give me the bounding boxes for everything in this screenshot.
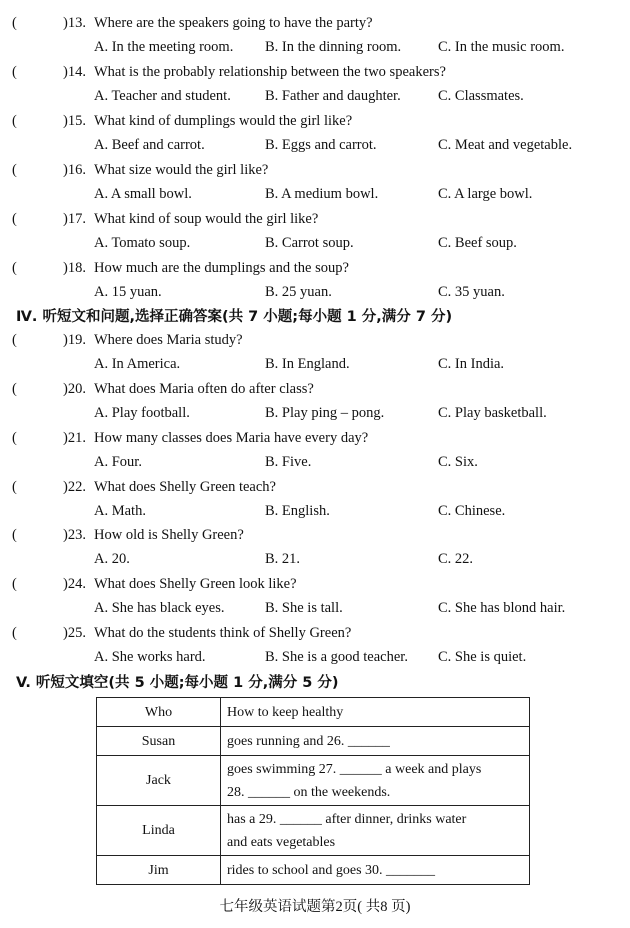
question-number: )17. <box>63 211 86 227</box>
option-b[interactable]: B. She is tall. <box>265 600 343 616</box>
question-number: )15. <box>63 113 86 129</box>
blank-26[interactable]: goes running and 26. ______ <box>227 733 390 749</box>
table-cell-how <box>221 756 530 806</box>
question-line <box>0 476 630 498</box>
question-item <box>0 110 630 159</box>
table-cell-how <box>221 806 530 856</box>
answer-paren-open[interactable]: ( <box>12 211 17 227</box>
answer-paren-open[interactable]: ( <box>12 332 17 348</box>
question-text: How much are the dumplings and the soup? <box>94 260 349 276</box>
option-c[interactable]: C. 22. <box>438 551 474 567</box>
answer-paren-open[interactable]: ( <box>12 527 17 543</box>
fill-in-table <box>96 697 530 885</box>
question-line <box>0 159 630 181</box>
option-c[interactable]: C. In the music room. <box>438 39 565 55</box>
question-text: What kind of soup would the girl like? <box>94 211 319 227</box>
question-text: What kind of dumplings would the girl like? <box>94 113 353 129</box>
option-c[interactable]: C. Beef soup. <box>438 235 517 251</box>
option-b[interactable]: B. In the dinning room. <box>265 39 402 55</box>
option-b[interactable]: B. She is a good teacher. <box>265 649 408 665</box>
answer-paren-open[interactable]: ( <box>12 15 17 31</box>
question-item <box>0 622 630 671</box>
question-text: Where does Maria study? <box>94 332 243 348</box>
option-a[interactable]: A. Play football. <box>94 405 190 421</box>
option-c[interactable]: C. 35 yuan. <box>438 284 505 300</box>
question-item <box>0 208 630 257</box>
option-a[interactable]: A. In America. <box>94 356 181 372</box>
section-v-heading: V. 听短文填空(共 5 小题;每小题 1 分,满分 5 分) <box>16 675 339 691</box>
options-line <box>0 402 630 424</box>
table-row <box>97 856 530 885</box>
blank-28[interactable]: 28. ______ on the weekends. <box>227 784 391 800</box>
option-c[interactable]: C. She is quiet. <box>438 649 527 665</box>
question-number: )25. <box>63 625 86 641</box>
blank-27[interactable]: goes swimming 27. ______ a week and plays <box>227 761 482 777</box>
question-number: )13. <box>63 15 86 31</box>
table-cell-who: Linda <box>97 806 221 856</box>
option-c[interactable]: C. Play basketball. <box>438 405 547 421</box>
question-item <box>0 524 630 573</box>
option-b[interactable]: B. 25 yuan. <box>265 284 332 300</box>
answer-paren-open[interactable]: ( <box>12 113 17 129</box>
option-c[interactable]: C. A large bowl. <box>438 186 533 202</box>
option-b[interactable]: B. In England. <box>265 356 350 372</box>
question-text: What do the students think of Shelly Green? <box>94 625 352 641</box>
question-text: How many classes does Maria have every day? <box>94 430 369 446</box>
table-cell-how <box>221 856 530 885</box>
question-number: )14. <box>63 64 86 80</box>
question-item <box>0 257 630 306</box>
table-header-row <box>97 698 530 727</box>
option-b[interactable]: B. Carrot soup. <box>265 235 354 251</box>
question-number: )18. <box>63 260 86 276</box>
option-a[interactable]: A. In the meeting room. <box>94 39 234 55</box>
options-line <box>0 134 630 156</box>
question-text: Where are the speakers going to have the party? <box>94 15 373 31</box>
table-cell-who: Jim <box>97 856 221 885</box>
option-a[interactable]: A. Tomato soup. <box>94 235 191 251</box>
options-line <box>0 183 630 205</box>
question-line <box>0 524 630 546</box>
option-c[interactable]: C. Classmates. <box>438 88 524 104</box>
answer-paren-open[interactable]: ( <box>12 625 17 641</box>
question-line <box>0 110 630 132</box>
question-item <box>0 329 630 378</box>
question-item <box>0 12 630 61</box>
options-line <box>0 548 630 570</box>
option-a[interactable]: A. Beef and carrot. <box>94 137 205 153</box>
question-line <box>0 329 630 351</box>
question-line <box>0 427 630 449</box>
options-line <box>0 36 630 58</box>
option-c[interactable]: C. She has blond hair. <box>438 600 566 616</box>
option-a[interactable]: A. Teacher and student. <box>94 88 231 104</box>
question-number: )19. <box>63 332 86 348</box>
table-row <box>97 806 530 856</box>
table-header-who: Who <box>97 698 221 727</box>
question-number: )16. <box>63 162 86 178</box>
option-a[interactable]: A. She works hard. <box>94 649 206 665</box>
question-line <box>0 378 630 400</box>
answer-paren-open[interactable]: ( <box>12 162 17 178</box>
options-line <box>0 451 630 473</box>
question-item <box>0 378 630 427</box>
table-cell-who: Jack <box>97 756 221 806</box>
question-line <box>0 12 630 34</box>
question-text: What does Maria often do after class? <box>94 381 314 397</box>
question-number: )22. <box>63 479 86 495</box>
option-a[interactable]: A. Four. <box>94 454 142 470</box>
options-line <box>0 500 630 522</box>
answer-paren-open[interactable]: ( <box>12 430 17 446</box>
option-a[interactable]: A. 15 yuan. <box>94 284 162 300</box>
answer-paren-open[interactable]: ( <box>12 576 17 592</box>
question-item <box>0 61 630 110</box>
option-a[interactable]: A. She has black eyes. <box>94 600 225 616</box>
options-line <box>0 281 630 303</box>
option-b[interactable]: B. English. <box>265 503 330 519</box>
options-line <box>0 353 630 375</box>
question-number: )24. <box>63 576 86 592</box>
option-c[interactable]: C. Chinese. <box>438 503 506 519</box>
options-line <box>0 85 630 107</box>
answer-paren-open[interactable]: ( <box>12 260 17 276</box>
table-cell-who: Susan <box>97 727 221 756</box>
option-b[interactable]: B. Father and daughter. <box>265 88 401 104</box>
answer-paren-open[interactable]: ( <box>12 479 17 495</box>
question-text: What does Shelly Green teach? <box>94 479 276 495</box>
option-c[interactable]: C. In India. <box>438 356 505 372</box>
table-row <box>97 756 530 806</box>
question-item <box>0 427 630 476</box>
option-b[interactable]: B. Play ping – pong. <box>265 405 385 421</box>
question-number: )20. <box>63 381 86 397</box>
question-number: )21. <box>63 430 86 446</box>
option-b[interactable]: B. A medium bowl. <box>265 186 379 202</box>
question-line <box>0 208 630 230</box>
option-b[interactable]: B. Eggs and carrot. <box>265 137 377 153</box>
options-line <box>0 597 630 619</box>
blank-30[interactable]: rides to school and goes 30. _______ <box>227 862 436 878</box>
question-line <box>0 573 630 595</box>
question-number: )23. <box>63 527 86 543</box>
option-a[interactable]: A. 20. <box>94 551 130 567</box>
table-header-how: How to keep healthy <box>221 698 530 727</box>
question-text: What size would the girl like? <box>94 162 269 178</box>
answer-paren-open[interactable]: ( <box>12 381 17 397</box>
question-line <box>0 257 630 279</box>
question-line <box>0 61 630 83</box>
options-line <box>0 646 630 668</box>
option-c[interactable]: C. Six. <box>438 454 478 470</box>
options-line <box>0 232 630 254</box>
question-item <box>0 159 630 208</box>
option-b[interactable]: B. 21. <box>265 551 301 567</box>
question-line <box>0 622 630 644</box>
question-text: How old is Shelly Green? <box>94 527 244 543</box>
section-iv-heading: Ⅳ. 听短文和问题,选择正确答案(共 7 小题;每小题 1 分,满分 7 分) <box>16 309 453 325</box>
page-footer: 七年级英语试题第2页( 共8 页) <box>219 899 411 915</box>
option-a[interactable]: A. A small bowl. <box>94 186 192 202</box>
question-text: What is the probably relationship between the two speakers? <box>94 64 446 80</box>
table-cell-how <box>221 727 530 756</box>
option-b[interactable]: B. Five. <box>265 454 312 470</box>
option-c[interactable]: C. Meat and vegetable. <box>438 137 573 153</box>
question-item <box>0 476 630 525</box>
table-cell-text: and eats vegetables <box>227 834 336 850</box>
answer-paren-open[interactable]: ( <box>12 64 17 80</box>
option-a[interactable]: A. Math. <box>94 503 146 519</box>
question-item <box>0 573 630 622</box>
question-text: What does Shelly Green look like? <box>94 576 297 592</box>
table-row <box>97 727 530 756</box>
blank-29[interactable]: has a 29. ______ after dinner, drinks water <box>227 811 467 827</box>
